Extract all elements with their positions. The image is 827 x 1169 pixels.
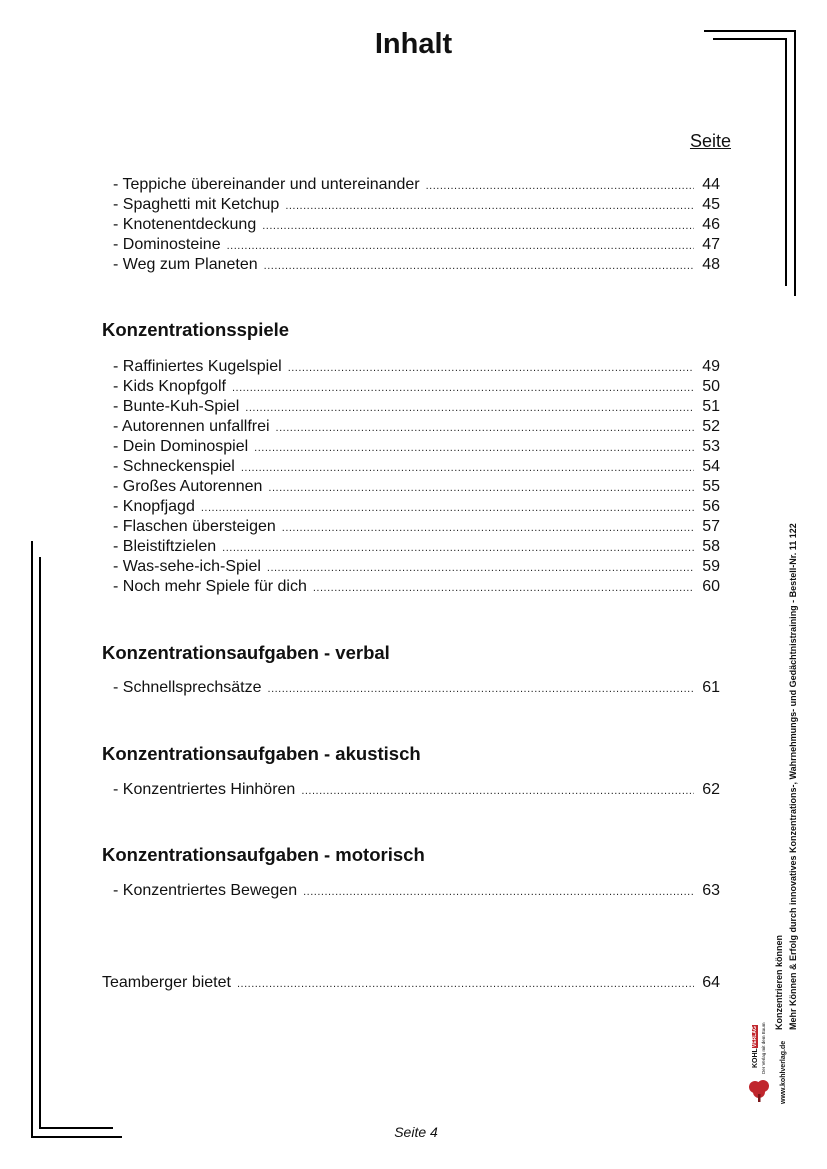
section-heading: Konzentrationsspiele xyxy=(102,319,290,340)
toc-entry-page: 57 xyxy=(702,518,720,535)
toc-entry xyxy=(113,882,720,902)
toc-leader-dots xyxy=(282,522,694,534)
toc-entry-label: - Noch mehr Spiele für dich xyxy=(113,578,307,595)
toc-entry-page: 56 xyxy=(702,498,720,515)
toc-leader-dots xyxy=(267,562,694,574)
toc-leader-dots xyxy=(201,502,694,514)
toc-entry-page: 64 xyxy=(702,974,720,991)
page-column-header: Seite xyxy=(689,131,731,151)
toc-entry-label: Teamberger bietet xyxy=(102,974,231,991)
section-heading: Konzentrationsaufgaben - akustisch xyxy=(102,743,421,764)
toc-entry-page: 58 xyxy=(702,538,720,555)
toc-entry xyxy=(113,781,720,801)
toc-leader-dots xyxy=(313,582,694,594)
toc-entry xyxy=(113,498,720,518)
toc-entry xyxy=(113,518,720,538)
toc-leader-dots xyxy=(232,382,694,394)
publisher-badge: VERLAG xyxy=(752,1026,758,1047)
toc-entry-label: - Raffiniertes Kugelspiel xyxy=(113,358,282,375)
toc-entry-page: 62 xyxy=(702,781,720,798)
toc-entry-page: 46 xyxy=(702,216,720,233)
toc-entry xyxy=(113,378,720,398)
toc-entry-label: - Flaschen übersteigen xyxy=(113,518,276,535)
toc-leader-dots xyxy=(241,462,694,474)
toc-entry-label: - Dein Dominospiel xyxy=(113,438,249,455)
sidebar-book-title: Konzentrieren können xyxy=(774,934,784,1030)
toc-entry-label: - Schnellsprechsätze xyxy=(113,679,262,696)
toc-entry-label: - Schneckenspiel xyxy=(113,458,235,475)
toc-entry xyxy=(113,458,720,478)
toc-leader-dots xyxy=(288,362,694,374)
toc-entry xyxy=(113,438,720,458)
toc-leader-dots xyxy=(245,402,694,414)
toc-entry-page: 49 xyxy=(702,358,720,375)
toc-entry-label: - Konzentriertes Bewegen xyxy=(113,882,298,899)
sidebar-subtitle-order: Mehr Können & Erfolg durch innovatives Konzentrations-, Wahrnehmungs- und Gedächtnistraining - Bestell-Nr. 11 122 xyxy=(788,523,798,1030)
toc-entry-page: 47 xyxy=(702,236,720,253)
toc-entry xyxy=(113,679,720,699)
toc-leader-dots xyxy=(303,886,694,898)
tree-logo-icon xyxy=(748,1078,770,1104)
toc-entry xyxy=(113,578,720,598)
toc-entry-label: - Dominosteine xyxy=(113,236,221,253)
page-number-footer: Seite 4 xyxy=(394,1124,438,1140)
toc-entry-page: 44 xyxy=(702,176,720,193)
publisher-logo xyxy=(748,1022,788,1104)
toc-entry-label: - Knopfjagd xyxy=(113,498,195,515)
section-heading: Konzentrationsaufgaben - verbal xyxy=(102,642,390,663)
toc-entry-page: 48 xyxy=(702,256,720,273)
frame-top-right-inner-v xyxy=(785,38,787,286)
toc-entry xyxy=(113,236,720,256)
toc-leader-dots xyxy=(237,978,694,990)
publisher-slogan: Der Verlag mit dem Baum xyxy=(761,1022,766,1074)
toc-entry-label: - Konzentriertes Hinhören xyxy=(113,781,296,798)
toc-leader-dots xyxy=(268,482,694,494)
page-title: Inhalt xyxy=(374,28,453,60)
toc-entry-page: 53 xyxy=(702,438,720,455)
toc-leader-dots xyxy=(254,442,694,454)
toc-entry-page: 52 xyxy=(702,418,720,435)
publisher-name: KOHL xyxy=(752,1048,759,1068)
toc-entry-page: 60 xyxy=(702,578,720,595)
toc-leader-dots xyxy=(264,260,694,272)
toc-entry xyxy=(113,398,720,418)
toc-entry-label: - Weg zum Planeten xyxy=(113,256,258,273)
toc-entry-label: - Knotenentdeckung xyxy=(113,216,257,233)
toc-entry-closing xyxy=(102,974,720,994)
toc-entry-page: 51 xyxy=(702,398,720,415)
toc-entry-label: - Teppiche übereinander und untereinander xyxy=(113,176,420,193)
frame-bottom-left-outer-v xyxy=(31,541,33,1138)
toc-leader-dots xyxy=(268,683,694,695)
toc-entry xyxy=(113,256,720,276)
toc-entry-page: 63 xyxy=(702,882,720,899)
toc-leader-dots xyxy=(222,542,694,554)
toc-entry-page: 45 xyxy=(702,196,720,213)
toc-entry xyxy=(113,196,720,216)
toc-leader-dots xyxy=(276,422,694,434)
toc-leader-dots xyxy=(285,200,694,212)
toc-leader-dots xyxy=(262,220,694,232)
toc-entry-label: - Bleistiftzielen xyxy=(113,538,217,555)
toc-entry xyxy=(113,358,720,378)
toc-entry-label: - Spaghetti mit Ketchup xyxy=(113,196,280,213)
section-heading: Konzentrationsaufgaben - motorisch xyxy=(102,844,425,865)
toc-entry-page: 50 xyxy=(702,378,720,395)
toc-entry-page: 55 xyxy=(702,478,720,495)
toc-entry-label: - Bunte-Kuh-Spiel xyxy=(113,398,240,415)
toc-entry-page: 54 xyxy=(702,458,720,475)
toc-entry-page: 59 xyxy=(702,558,720,575)
toc-entry-label: - Autorennen unfallfrei xyxy=(113,418,270,435)
toc-leader-dots xyxy=(301,785,694,797)
frame-top-right-outer-v xyxy=(794,30,796,296)
toc-entry xyxy=(113,418,720,438)
toc-entry-label: - Kids Knopfgolf xyxy=(113,378,226,395)
toc-leader-dots xyxy=(227,240,694,252)
toc-entry-label: - Was-sehe-ich-Spiel xyxy=(113,558,261,575)
toc-entry-page: 61 xyxy=(702,679,720,696)
toc-leader-dots xyxy=(426,180,694,192)
publisher-website: www.kohlverlag.de xyxy=(780,1040,787,1104)
toc-entry xyxy=(113,216,720,236)
toc-entry xyxy=(113,176,720,196)
toc-entry-label: - Großes Autorennen xyxy=(113,478,263,495)
frame-bottom-left-inner-v xyxy=(39,557,41,1129)
toc-entry xyxy=(113,538,720,558)
toc-entry xyxy=(113,478,720,498)
toc-entry xyxy=(113,558,720,578)
